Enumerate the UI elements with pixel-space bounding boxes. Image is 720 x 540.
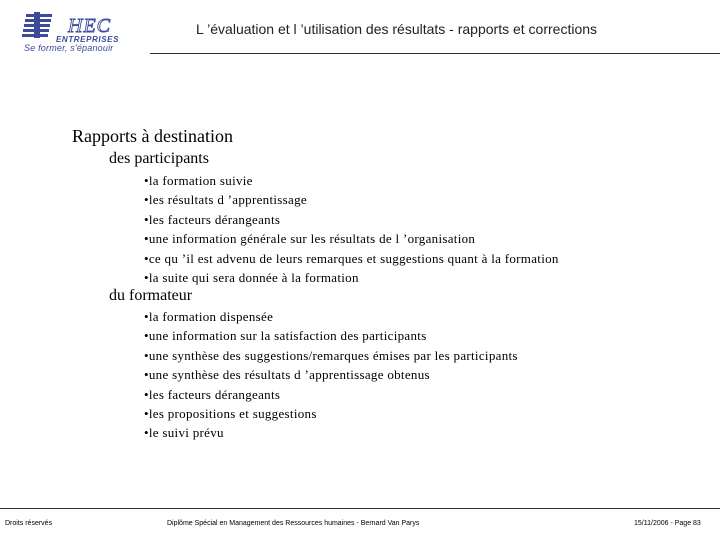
logo-subtext: ENTREPRISES [56,35,120,44]
list-item: • ce qu ’il est advenu de leurs remarques et suggestions quant à la formation [144,249,559,268]
section-title-participants: des participants [109,150,209,167]
footer-divider [0,508,720,509]
logo-tagline: Se former, s'épanouir [24,43,114,53]
page-title: L ’évaluation et l ’utilisation des résultats - rapports et corrections [196,21,598,37]
formateur-list [144,307,518,443]
list-item: • les résultats d ’apprentissage [144,190,559,209]
participants-list [144,171,559,287]
list-item: • les facteurs dérangeants [144,210,559,229]
list-item: • la suite qui sera donnée à la formation [144,268,559,287]
list-item: • une information générale sur les résultats de l ’organisation [144,229,559,248]
list-item: • le suivi prévu [144,423,518,442]
list-item: • les propositions et suggestions [144,404,518,423]
footer-rights: Droits réservés [5,520,53,527]
list-item: • une synthèse des résultats d ’apprentissage obtenus [144,365,518,384]
hec-logo-mark [20,12,138,44]
list-item: • une synthèse des suggestions/remarques émises par les participants [144,346,518,365]
list-item: • une information sur la satisfaction des participants [144,326,518,345]
header-divider [150,53,720,54]
slide-heading: Rapports à destination [72,126,233,146]
list-item: • la formation suivie [144,171,559,190]
footer-date-page: 15/11/2006 - Page 83 [634,520,701,527]
footer-course: Diplôme Spécial en Management des Ressources humaines - Bernard Van Parys [167,520,420,527]
hec-entreprises-logo [20,12,140,52]
logo-text: HEC [68,15,111,37]
list-item: • les facteurs dérangeants [144,385,518,404]
section-title-formateur: du formateur [109,287,193,304]
list-item: • la formation dispensée [144,307,518,326]
